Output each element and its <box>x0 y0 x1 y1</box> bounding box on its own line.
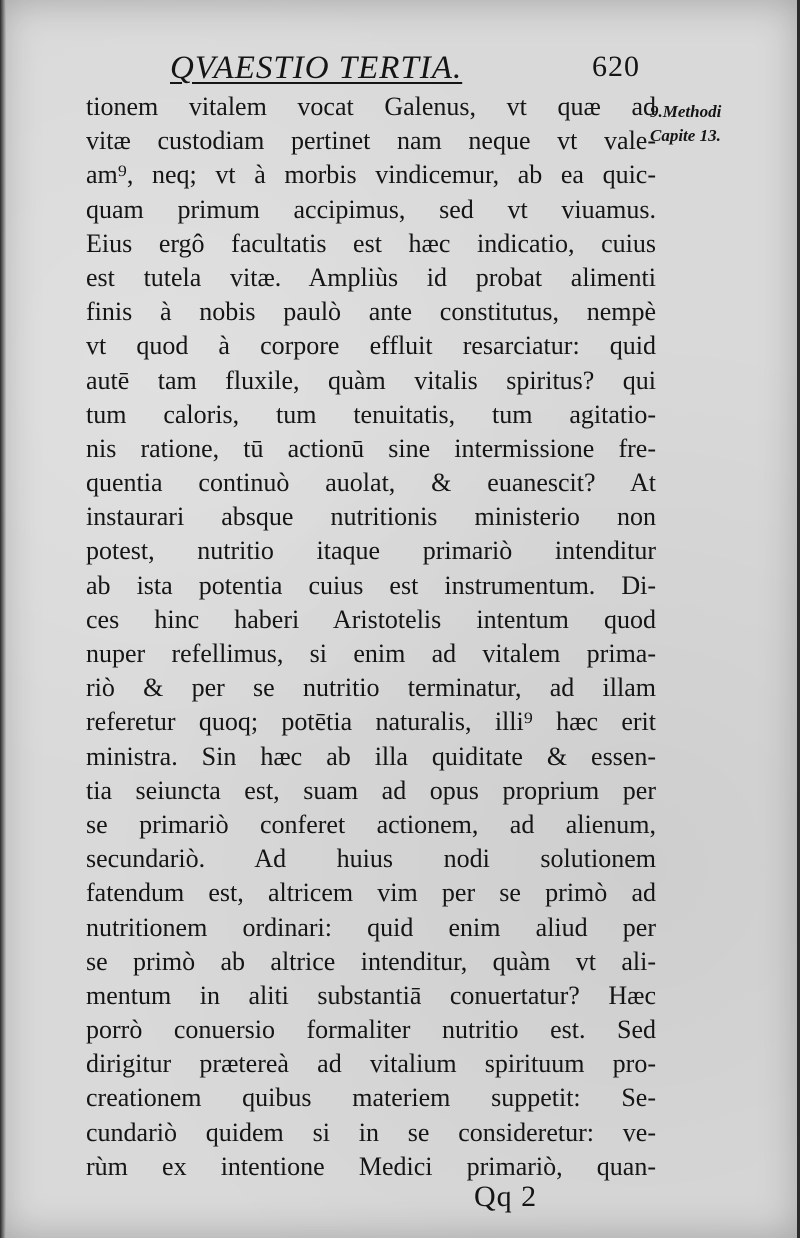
page-number: 620 <box>592 50 640 83</box>
running-head-title: QVAESTIO TERTIA. <box>170 50 463 86</box>
page-binding-edge <box>0 0 6 1238</box>
text-line: finis à nobis paulò ante constitutus, nempè <box>86 297 656 327</box>
text-line: se primariò conferet actionem, ad alienum, <box>86 809 656 839</box>
text-line: potest, nutritio itaque primariò intenditur <box>86 536 656 566</box>
text-line: se primò ab altrice intenditur, quàm vt ali- <box>86 946 656 976</box>
text-line: ab ista potentia cuius est instrumentum. Di- <box>86 570 656 600</box>
text-line: rùm ex intentione Medici primariò, quan- <box>86 1151 656 1181</box>
text-line: quentia continuò auolat, & euanescit? At <box>86 468 656 498</box>
running-head <box>170 50 640 90</box>
text-line: ministra. Sin hæc ab illa quiditate & essen- <box>86 741 656 771</box>
text-line: porrò conuersio formaliter nutritio est. Sed <box>86 1015 656 1045</box>
text-line: ces hinc haberi Aristotelis intentum quod <box>86 604 656 634</box>
text-line: nis ratione, tū actionū sine intermissione fre- <box>86 433 656 463</box>
text-line: est tutela vitæ. Ampliùs id probat alimenti <box>86 262 656 292</box>
text-line: Eius ergô facultatis est hæc indicatio, cuius <box>86 228 656 258</box>
text-line: instaurari absque nutritionis ministerio non <box>86 502 656 532</box>
text-line: quam primum accipimus, sed vt viuamus. <box>86 194 656 224</box>
marginal-note-line: Capite 13. <box>650 126 721 145</box>
marginal-note <box>650 100 780 148</box>
text-line: nutritionem ordinari: quid enim aliud per <box>86 912 656 942</box>
text-line: fatendum est, altricem vim per se primò ad <box>86 878 656 908</box>
text-line: secundariò. Ad huius nodi solutionem <box>86 844 656 874</box>
text-line: vitæ custodiam pertinet nam neque vt vale- <box>86 126 656 156</box>
text-line: tionem vitalem vocat Galenus, vt quæ ad <box>86 92 656 121</box>
body-text <box>86 90 656 1184</box>
text-line: riò & per se nutritio terminatur, ad illam <box>86 673 656 703</box>
text-line: referetur quoq; potētia naturalis, illi⁹ hæc erit <box>86 707 656 737</box>
text-line: dirigitur prætereà ad vitalium spirituum pro- <box>86 1049 656 1079</box>
text-line: autē tam fluxile, quàm vitalis spiritus? qui <box>86 365 656 395</box>
text-line: nuper refellimus, si enim ad vitalem prima- <box>86 639 656 668</box>
text-line: tum caloris, tum tenuitatis, tum agitatio- <box>86 399 656 429</box>
text-line: creationem quibus materiem suppetit: Se- <box>86 1083 656 1113</box>
text-line: am⁹, neq; vt à morbis vindicemur, ab ea quic- <box>86 160 656 190</box>
signature-mark: Qq 2 <box>474 1180 538 1213</box>
text-line: vt quod à corpore effluit resarciatur: quid <box>86 331 656 361</box>
marginal-note-line: 9.Methodi <box>650 102 722 121</box>
text-line: tia seiuncta est, suam ad opus proprium per <box>86 775 656 805</box>
text-line: mentum in aliti substantiā conuertatur? Hæc <box>86 980 656 1010</box>
text-line: cundariò quidem si in se consideretur: ve- <box>86 1117 656 1147</box>
